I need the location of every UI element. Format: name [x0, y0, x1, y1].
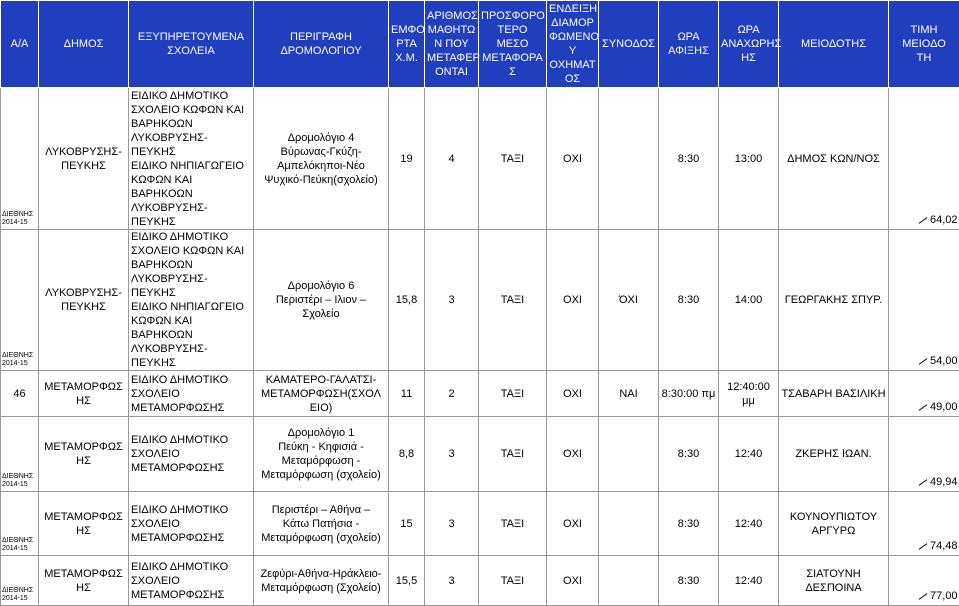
- cell-means: ΤΑΞΙ: [479, 417, 547, 492]
- cell-route: Δρομολόγιο 1 Πεύκη - Κηφισιά - Μεταμόρφωση - Μεταμόρφωση (σχολείο): [254, 417, 389, 492]
- cell-means: ΤΑΞΙ: [479, 556, 547, 606]
- cell-depart: 14:00: [719, 230, 779, 371]
- price-value: 64,02: [918, 213, 958, 227]
- cell-dimos: ΜΕΤΑΜΟΡΦΩΣ ΗΣ: [39, 492, 129, 556]
- cell-arrive: 8:30: [659, 556, 719, 606]
- cell-depart: 12:40: [719, 492, 779, 556]
- cell-aa: [1, 492, 39, 556]
- cell-bidder: ΤΣΑΒΑΡΗ ΒΑΣΙΛΙΚΗ: [779, 371, 889, 417]
- header-cell: ΩΡΑ ΑΝΑΧΩΡΗΣ ΗΣ: [719, 1, 779, 88]
- header-cell: ΕΜΦΟ ΡΤΑ Χ.Μ.: [389, 1, 425, 88]
- cell-depart: 12:40: [719, 417, 779, 492]
- cell-route: ΚΑΜΑΤΕΡΟ-ΓΑΛΑΤΣΙ- ΜΕΤΑΜΟΡΦΩΣΗ(ΣΧΟΛ ΕΙΟ): [254, 371, 389, 417]
- cell-escort: ΌΧΙ: [599, 230, 659, 371]
- registry-label: ΔΙΕΘΝΗΣ 2014-15: [2, 537, 33, 553]
- cell-price: [889, 492, 959, 556]
- cell-dimos: ΜΕΤΑΜΟΡΦΩΣ ΗΣ: [39, 417, 129, 492]
- cell-students: 3: [425, 230, 479, 371]
- cell-aa: [1, 88, 39, 230]
- cell-escort: ΝΑΙ: [599, 371, 659, 417]
- cell-schools: ΕΙΔΙΚΟ ΔΗΜΟΤΙΚΟ ΣΧΟΛΕΙΟ ΜΕΤΑΜΟΡΦΩΣΗΣ: [129, 417, 254, 492]
- cell-students: 4: [425, 88, 479, 230]
- cell-depart: 12:40: [719, 556, 779, 606]
- cell-vehicle: ΟΧΙ: [547, 230, 599, 371]
- cell-arrive: 8:30: [659, 492, 719, 556]
- cell-depart: 13:00: [719, 88, 779, 230]
- cell-bidder: ΔΗΜΟΣ ΚΩΝ/ΝΟΣ: [779, 88, 889, 230]
- header-cell: ΩΡΑ ΑΦΙΞΗΣ: [659, 1, 719, 88]
- table-row: [1, 230, 959, 371]
- header-cell: ΕΝΔΕΙΞΗ ΔΙΑΜΟΡ ΦΩΜΕΝΟ Υ ΟΧΗΜΑΤ ΟΣ: [547, 1, 599, 88]
- cell-students: 3: [425, 417, 479, 492]
- cell-route: Περιστέρι – Αθήνα – Κάτω Πατήσια - Μεταμόρφωση (σχολείο): [254, 492, 389, 556]
- cell-price: [889, 371, 959, 417]
- price-value: 74,48: [918, 539, 958, 553]
- cell-price: [889, 556, 959, 606]
- cell-students: 3: [425, 556, 479, 606]
- header-cell: Α/Α: [1, 1, 39, 88]
- cell-means: ΤΑΞΙ: [479, 492, 547, 556]
- row-number: 46: [13, 388, 25, 400]
- cell-arrive: 8:30: [659, 230, 719, 371]
- cell-km: 8,8: [389, 417, 425, 492]
- cell-students: 2: [425, 371, 479, 417]
- cell-price: [889, 230, 959, 371]
- cell-schools: ΕΙΔΙΚΟ ΔΗΜΟΤΙΚΟ ΣΧΟΛΕΙΟ ΜΕΤΑΜΟΡΦΩΣΗΣ: [129, 492, 254, 556]
- cell-price: [889, 417, 959, 492]
- cell-means: ΤΑΞΙ: [479, 88, 547, 230]
- cell-means: ΤΑΞΙ: [479, 230, 547, 371]
- cell-dimos: ΛΥΚΟΒΡΥΣΗΣ- ΠΕΥΚΗΣ: [39, 230, 129, 371]
- cell-schools: ΕΙΔΙΚΟ ΔΗΜΟΤΙΚΟ ΣΧΟΛΕΙΟ ΜΕΤΑΜΟΡΦΩΣΗΣ: [129, 556, 254, 606]
- cell-aa: [1, 371, 39, 417]
- header-cell: ΠΡΟΣΦΟΡΟ ΤΕΡΟ ΜΕΣΟ ΜΕΤΑΦΟΡΑ Σ: [479, 1, 547, 88]
- header-cell: ΕΞΥΠΗΡΕΤΟΥΜΕΝΑ ΣΧΟΛΕΙΑ: [129, 1, 254, 88]
- price-value: 77,00: [918, 589, 958, 603]
- header-cell: ΤΙΜΗ ΜΕΙΟΔΟ ΤΗ: [889, 1, 959, 88]
- cell-arrive: 8:30:00 πμ: [659, 371, 719, 417]
- price-value: 49,94: [918, 475, 958, 489]
- cell-aa: [1, 417, 39, 492]
- cell-route: Δρομολόγιο 6 Περιστέρι – Ιλιον – Σχολείο: [254, 230, 389, 371]
- cell-vehicle: ΟΧΙ: [547, 88, 599, 230]
- table-row: [1, 371, 959, 417]
- table-body: [1, 88, 959, 606]
- cell-route: Δρομολόγιο 4 Βύρωνας-Γκύζη- Αμπελόκηποι-Νέο Ψυχικό-Πεύκη(σχολείο): [254, 88, 389, 230]
- cell-km: 15,8: [389, 230, 425, 371]
- cell-dimos: ΛΥΚΟΒΡΥΣΗΣ- ΠΕΥΚΗΣ: [39, 88, 129, 230]
- cell-route: Ζεφύρι-Αθήνα-Ηράκλειο- Μεταμόρφωση (Σχολείο): [254, 556, 389, 606]
- cell-means: ΤΑΞΙ: [479, 371, 547, 417]
- header-row: [1, 1, 959, 88]
- header-cell: ΣΥΝΟΔΟΣ: [599, 1, 659, 88]
- cell-vehicle: ΟΧΙ: [547, 371, 599, 417]
- cell-km: 11: [389, 371, 425, 417]
- cell-aa: [1, 230, 39, 371]
- cell-aa: [1, 556, 39, 606]
- cell-bidder: ΚΟΥΝΟΥΠΙΩΤΟΥ ΑΡΓΥΡΩ: [779, 492, 889, 556]
- cell-escort: [599, 556, 659, 606]
- cell-arrive: 8:30: [659, 88, 719, 230]
- cell-dimos: ΜΕΤΑΜΟΡΦΩΣ ΗΣ: [39, 371, 129, 417]
- cell-km: 15,5: [389, 556, 425, 606]
- header-cell: ΑΡΙΘΜΟΣ ΜΑΘΗΤΩ Ν ΠΟΥ ΜΕΤΑΦΕΡ ΟΝΤΑΙ: [425, 1, 479, 88]
- cell-escort: [599, 492, 659, 556]
- table-row: [1, 88, 959, 230]
- cell-escort: [599, 88, 659, 230]
- registry-label: ΔΙΕΘΝΗΣ 2014-15: [2, 352, 33, 368]
- cell-km: 15: [389, 492, 425, 556]
- cell-dimos: ΜΕΤΑΜΟΡΦΩΣ ΗΣ: [39, 556, 129, 606]
- cell-vehicle: ΟΧΙ: [547, 417, 599, 492]
- registry-label: ΔΙΕΘΝΗΣ 2014-15: [2, 587, 33, 603]
- cell-arrive: 8:30: [659, 417, 719, 492]
- cell-depart: 12:40:00 μμ: [719, 371, 779, 417]
- cell-schools: ΕΙΔΙΚΟ ΔΗΜΟΤΙΚΟ ΣΧΟΛΕΙΟ ΚΩΦΩΝ ΚΑΙ ΒΑΡΗΚΟΩΝ ΛΥΚΟΒΡΥΣΗΣ-ΠΕΥΚΗΣ ΕΙΔΙΚΟ ΝΗΠΙΑΓΩΓΕΙΟ ΚΩΦΩΝ ΚΑΙ ΒΑΡΗΚΟΩΝ ΛΥΚΟΒΡΥΣΗΣ-ΠΕΥΚΗΣ: [129, 230, 254, 371]
- header-cell: ΜΕΙΟΔΟΤΗΣ: [779, 1, 889, 88]
- registry-label: ΔΙΕΘΝΗΣ 2014-15: [2, 211, 33, 227]
- cell-schools: ΕΙΔΙΚΟ ΔΗΜΟΤΙΚΟ ΣΧΟΛΕΙΟ ΜΕΤΑΜΟΡΦΩΣΗΣ: [129, 371, 254, 417]
- cell-students: 3: [425, 492, 479, 556]
- table-row: [1, 492, 959, 556]
- table-row: [1, 556, 959, 606]
- cell-escort: [599, 417, 659, 492]
- table-row: [1, 417, 959, 492]
- price-value: 54,00: [918, 354, 958, 368]
- header-cell: ΔΗΜΟΣ: [39, 1, 129, 88]
- cell-vehicle: ΟΧΙ: [547, 492, 599, 556]
- cell-bidder: ΖΚΕΡΗΣ ΙΩΑΝ.: [779, 417, 889, 492]
- cell-vehicle: ΟΧΙ: [547, 556, 599, 606]
- price-value: 49,00: [918, 400, 958, 414]
- cell-bidder: ΣΙΑΤΟΥΝΗ ΔΕΣΠΟΙΝΑ: [779, 556, 889, 606]
- cell-schools: ΕΙΔΙΚΟ ΔΗΜΟΤΙΚΟ ΣΧΟΛΕΙΟ ΚΩΦΩΝ ΚΑΙ ΒΑΡΗΚΟΩΝ ΛΥΚΟΒΡΥΣΗΣ-ΠΕΥΚΗΣ ΕΙΔΙΚΟ ΝΗΠΙΑΓΩΓΕΙΟ ΚΩΦΩΝ ΚΑΙ ΒΑΡΗΚΟΩΝ ΛΥΚΟΒΡΥΣΗΣ-ΠΕΥΚΗΣ: [129, 88, 254, 230]
- cell-price: [889, 88, 959, 230]
- registry-label: ΔΙΕΘΝΗΣ 2014-15: [2, 473, 33, 489]
- cell-km: 19: [389, 88, 425, 230]
- header-cell: ΠΕΡΙΓΡΑΦΗ ΔΡΟΜΟΛΟΓΙΟΥ: [254, 1, 389, 88]
- cell-bidder: ΓΕΩΡΓΑΚΗΣ ΣΠΥΡ.: [779, 230, 889, 371]
